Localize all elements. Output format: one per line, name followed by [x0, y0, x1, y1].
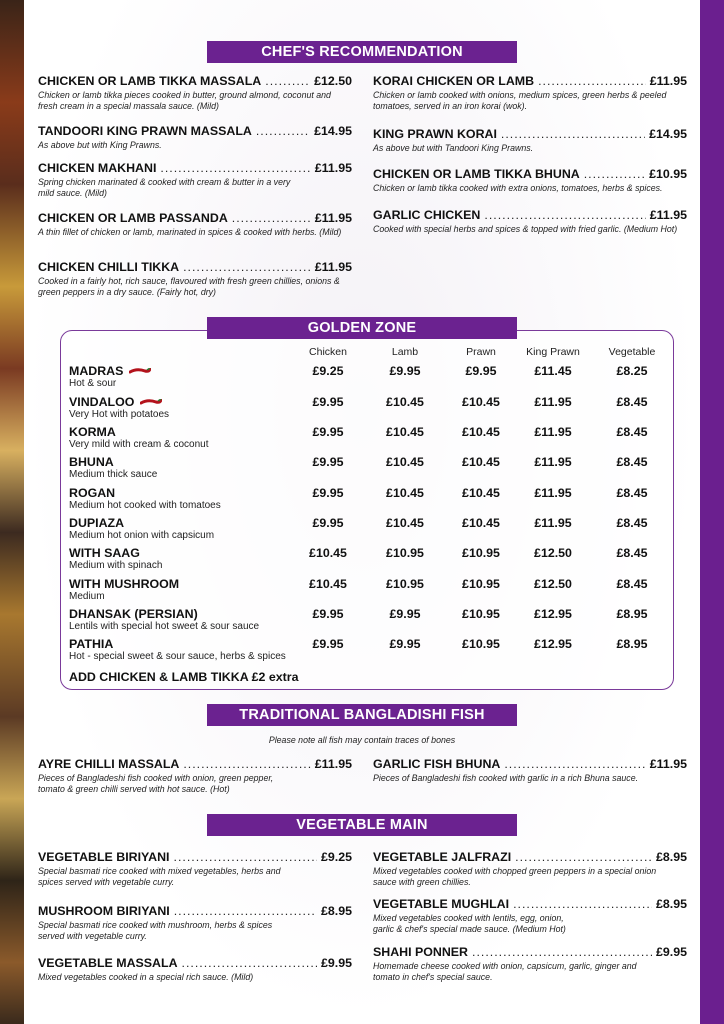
dish-name: CHICKEN OR LAMB TIKKA MASSALA [38, 74, 262, 88]
curry-description: Medium with spinach [69, 560, 163, 571]
curry-name: WITH MUSHROOM [69, 577, 180, 591]
golden-zone-row [69, 637, 669, 667]
dish-name: CHICKEN CHILLI TIKKA [38, 260, 180, 274]
dish-description: Mixed vegetables cooked with lentils, egg, onion, garlic & chef's special made sauce. (Medium Hot) [373, 913, 566, 934]
leader-dots [183, 260, 311, 274]
dish-name: SHAHI PONNER [373, 945, 469, 959]
menu-item [373, 757, 687, 784]
dish-name: VEGETABLE MASSALA [38, 956, 178, 970]
dish-description: As above but with Tandoori King Prawns. [373, 143, 534, 153]
menu-item [373, 945, 687, 983]
curry-description: Lentils with special hot sweet & sour sauce [69, 621, 260, 632]
curry-description: Hot & sour [69, 378, 117, 389]
dish-description: As above but with King Prawns. [38, 140, 162, 150]
price-vegetable: £8.25 [616, 364, 648, 378]
curry-name: PATHIA [69, 637, 114, 651]
menu-item [373, 74, 687, 112]
curry-name: DUPIAZA [69, 516, 125, 530]
price-chicken: £9.95 [312, 607, 344, 621]
dish-description: Spring chicken marinated & cooked with cream & butter in a very mild sauce. (Mild) [38, 177, 291, 198]
chili-pepper-icon [140, 399, 162, 407]
price-lamb: £10.45 [386, 516, 424, 530]
curry-name: BHUNA [69, 455, 114, 469]
dish-price: £10.95 [649, 167, 687, 181]
leader-dots [501, 127, 645, 141]
price-prawn: £10.45 [462, 516, 500, 530]
price-prawn: £10.95 [462, 607, 500, 621]
dish-description: Cooked with special herbs and spices & topped with fried garlic. (Medium Hot) [373, 224, 678, 234]
food-photo-strip [0, 0, 24, 1024]
curry-name: WITH SAAG [69, 546, 140, 560]
dish-name: KORAI CHICKEN OR LAMB [373, 74, 535, 88]
price-king-prawn: £11.95 [534, 455, 572, 469]
price-king-prawn: £11.95 [534, 516, 572, 530]
dish-price: £11.95 [314, 260, 352, 274]
curry-description: Very mild with cream & coconut [69, 439, 209, 450]
dish-description: Pieces of Bangladeshi fish cooked with onion, green pepper, tomato & green chilli served with hot sauce. (Hot) [38, 773, 274, 794]
price-lamb: £10.45 [386, 455, 424, 469]
golden-zone-row [69, 395, 669, 425]
menu-item [373, 208, 687, 235]
price-vegetable: £8.45 [616, 546, 648, 560]
dish-name: KING PRAWN KORAI [373, 127, 497, 141]
menu-item [373, 167, 687, 194]
dish-name: GARLIC FISH BHUNA [373, 757, 501, 771]
dish-price: £11.95 [314, 757, 352, 771]
dish-price: £9.95 [655, 945, 687, 959]
leader-dots [174, 904, 317, 918]
leader-dots [515, 850, 652, 864]
price-vegetable: £8.45 [616, 486, 648, 500]
leader-dots [584, 167, 645, 181]
curry-description: Medium hot onion with capsicum [69, 530, 215, 541]
golden-zone-row [69, 577, 669, 607]
price-chicken: £9.95 [312, 486, 344, 500]
column-header-vegetable: Vegetable [608, 346, 656, 358]
leader-dots [472, 945, 652, 959]
price-prawn: £10.45 [462, 455, 500, 469]
menu-item [373, 897, 687, 935]
price-vegetable: £8.45 [616, 516, 648, 530]
price-king-prawn: £12.95 [534, 637, 572, 651]
price-prawn: £10.45 [462, 486, 500, 500]
curry-description: Medium hot cooked with tomatoes [69, 500, 221, 511]
dish-name: VEGETABLE JALFRAZI [373, 850, 512, 864]
price-prawn: £9.95 [465, 364, 497, 378]
golden-zone-heading: GOLDEN ZONE [207, 317, 517, 339]
fish-bones-note: Please note all fish may contain traces of bones [268, 735, 456, 745]
price-lamb: £10.45 [386, 425, 424, 439]
menu-item [373, 850, 687, 888]
menu-item [38, 161, 352, 199]
price-vegetable: £8.45 [616, 577, 648, 591]
price-king-prawn: £12.50 [534, 546, 572, 560]
dish-name: TANDOORI KING PRAWN MASSALA [38, 124, 252, 138]
price-vegetable: £8.45 [616, 395, 648, 409]
curry-description: Hot - special sweet & sour sauce, herbs & spices [69, 651, 286, 662]
column-header-prawn: Prawn [466, 346, 496, 358]
menu-item [38, 74, 352, 112]
dish-name: CHICKEN OR LAMB PASSANDA [38, 211, 228, 225]
menu-item [38, 904, 352, 942]
dish-description: Chicken or lamb cooked with onions, medium spices, green herbs & peeled tomatoes, served in an iron korai (wok). [373, 90, 667, 111]
dish-description: Special basmati rice cooked with mushroom, herbs & spices served with vegetable curry. [38, 920, 273, 941]
price-lamb: £10.95 [386, 577, 424, 591]
column-header-chicken: Chicken [309, 346, 347, 358]
dish-price: £9.95 [320, 956, 352, 970]
price-vegetable: £8.45 [616, 425, 648, 439]
dish-description: Pieces of Bangladeshi fish cooked with garlic in a rich Bhuna sauce. [373, 773, 639, 783]
leader-dots [232, 211, 311, 225]
golden-zone-row [69, 546, 669, 576]
golden-zone-row [69, 425, 669, 455]
dish-name: GARLIC CHICKEN [373, 208, 481, 222]
dish-price: £11.95 [649, 757, 687, 771]
price-vegetable: £8.95 [616, 637, 648, 651]
curry-name: MADRAS [69, 364, 151, 378]
price-vegetable: £8.45 [616, 455, 648, 469]
price-king-prawn: £11.95 [534, 395, 572, 409]
price-chicken: £9.95 [312, 425, 344, 439]
dish-price: £8.95 [320, 904, 352, 918]
dish-price: £14.95 [649, 127, 687, 141]
dish-description: Chicken or lamb tikka pieces cooked in butter, ground almond, coconut and fresh cream in a special massala sauce. (Mild) [38, 90, 331, 111]
dish-description: A thin fillet of chicken or lamb, marinated in spices & cooked with herbs. (Mild) [38, 227, 342, 237]
golden-zone-row [69, 486, 669, 516]
dish-price: £11.95 [649, 208, 687, 222]
price-king-prawn: £11.95 [534, 486, 572, 500]
price-king-prawn: £12.95 [534, 607, 572, 621]
dish-description: Chicken or lamb tikka cooked with extra onions, tomatoes, herbs & spices. [373, 183, 663, 193]
dish-price: £8.95 [655, 850, 687, 864]
price-chicken: £10.45 [309, 546, 347, 560]
menu-item [38, 124, 352, 151]
leader-dots [265, 74, 310, 88]
price-chicken: £9.95 [312, 516, 344, 530]
dish-price: £14.95 [314, 124, 352, 138]
price-lamb: £10.95 [386, 546, 424, 560]
dish-price: £11.95 [314, 211, 352, 225]
price-chicken: £9.95 [312, 637, 344, 651]
price-king-prawn: £11.95 [534, 425, 572, 439]
curry-description: Medium [69, 591, 105, 602]
golden-zone-row [69, 455, 669, 485]
leader-dots [174, 850, 317, 864]
column-header-king-prawn: King Prawn [526, 346, 580, 358]
chefs-recommendation-heading: CHEF'S RECOMMENDATION [207, 41, 517, 63]
purple-edge-strip [700, 0, 724, 1024]
curry-name: VINDALOO [69, 395, 162, 409]
vegetable-main-heading: VEGETABLE MAIN [207, 814, 517, 836]
menu-item [38, 850, 352, 888]
price-vegetable: £8.95 [616, 607, 648, 621]
price-prawn: £10.95 [462, 577, 500, 591]
price-king-prawn: £12.50 [534, 577, 572, 591]
price-prawn: £10.95 [462, 546, 500, 560]
menu-item [373, 127, 687, 154]
price-prawn: £10.45 [462, 395, 500, 409]
price-prawn: £10.95 [462, 637, 500, 651]
price-chicken: £9.95 [312, 395, 344, 409]
price-chicken: £9.25 [312, 364, 344, 378]
dish-name: VEGETABLE BIRIYANI [38, 850, 170, 864]
price-prawn: £10.45 [462, 425, 500, 439]
leader-dots [484, 208, 645, 222]
curry-name: KORMA [69, 425, 116, 439]
dish-description: Special basmati rice cooked with mixed vegetables, herbs and spices served with vegetable curry. [38, 866, 281, 887]
menu-item [38, 260, 352, 298]
curry-description: Medium thick sauce [69, 469, 158, 480]
dish-description: Mixed vegetables cooked with chopped green peppers in a special onion sauce with green chillies. [373, 866, 657, 887]
dish-name: CHICKEN MAKHANI [38, 161, 157, 175]
leader-dots [182, 956, 317, 970]
dish-description: Homemade cheese cooked with onion, capsicum, garlic, ginger and tomato in chef's special sauce. [373, 961, 637, 982]
price-lamb: £9.95 [389, 364, 421, 378]
add-tikka-extra-note: ADD CHICKEN & LAMB TIKKA £2 extra [69, 670, 299, 684]
curry-description: Very Hot with potatoes [69, 409, 170, 420]
leader-dots [513, 897, 652, 911]
dish-price: £11.95 [649, 74, 687, 88]
price-lamb: £10.45 [386, 486, 424, 500]
dish-name: CHICKEN OR LAMB TIKKA BHUNA [373, 167, 580, 181]
dish-description: Mixed vegetables cooked in a special rich sauce. (Mild) [38, 972, 254, 982]
menu-item [38, 211, 352, 238]
dish-price: £8.95 [655, 897, 687, 911]
price-lamb: £10.45 [386, 395, 424, 409]
price-chicken: £9.95 [312, 455, 344, 469]
menu-item [38, 757, 352, 795]
dish-price: £11.95 [314, 161, 352, 175]
menu-item [38, 956, 352, 983]
price-lamb: £9.95 [389, 607, 421, 621]
leader-dots [504, 757, 645, 771]
leader-dots [183, 757, 310, 771]
leader-dots [256, 124, 310, 138]
price-king-prawn: £11.45 [534, 364, 572, 378]
curry-name: ROGAN [69, 486, 116, 500]
dish-price: £12.50 [314, 74, 352, 88]
dish-description: Cooked in a fairly hot, rich sauce, flavoured with fresh green chillies, onions & green peppers in a dry sauce. (Fairly hot, dry) [38, 276, 340, 297]
price-chicken: £10.45 [309, 577, 347, 591]
golden-zone-row [69, 607, 669, 637]
dish-name: AYRE CHILLI MASSALA [38, 757, 180, 771]
chili-pepper-icon [129, 368, 151, 376]
column-header-lamb: Lamb [391, 346, 419, 358]
leader-dots [538, 74, 646, 88]
price-lamb: £9.95 [389, 637, 421, 651]
fish-heading: TRADITIONAL BANGLADISHI FISH [207, 704, 517, 726]
dish-name: MUSHROOM BIRIYANI [38, 904, 170, 918]
golden-zone-row [69, 516, 669, 546]
dish-name: VEGETABLE MUGHLAI [373, 897, 510, 911]
curry-name: DHANSAK (PERSIAN) [69, 607, 198, 621]
dish-price: £9.25 [320, 850, 352, 864]
leader-dots [160, 161, 310, 175]
golden-zone-row [69, 364, 669, 394]
